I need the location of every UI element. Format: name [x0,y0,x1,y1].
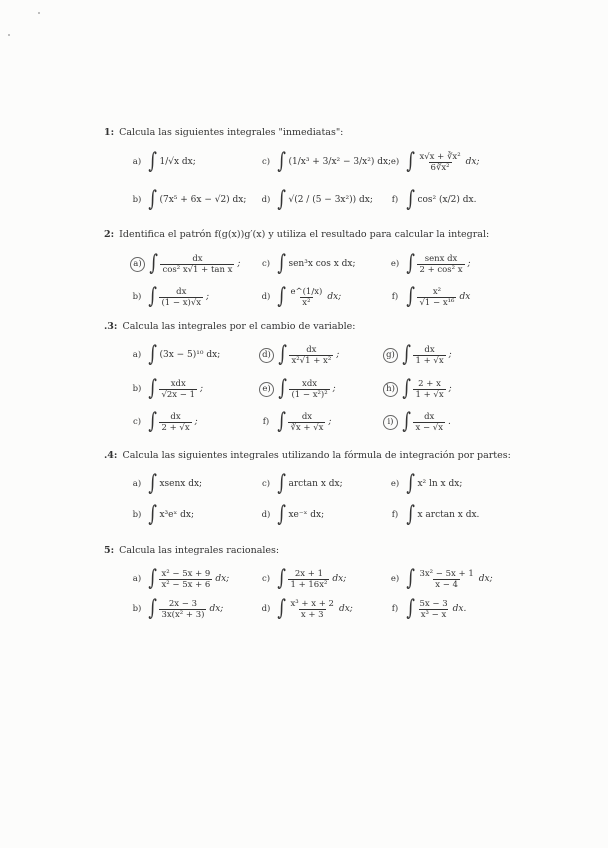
differential: dx; [465,157,480,167]
section-heading [104,545,279,556]
fraction [159,599,206,620]
differential: dx; [327,292,342,302]
fraction [417,254,464,275]
numerator: x² − 5x + 9 [161,568,211,579]
exercise-item [383,411,451,433]
exercise-item [388,504,479,526]
fraction [417,599,449,620]
section-heading [104,229,489,240]
numerator: dx [424,344,435,355]
exercise-item [130,189,246,211]
integral-sign: ∫ [406,471,416,496]
fraction [417,152,462,173]
fraction [413,412,445,433]
item-label: d) [261,195,271,205]
numerator: dx [306,344,317,355]
exercise-item [130,568,229,590]
numerator: x³ + x + 2 [290,598,334,609]
section-heading [104,321,355,332]
denominator: 6∛x² [430,162,450,173]
exercise-item [130,253,240,275]
fraction [413,379,445,400]
item-label: d) [261,604,271,614]
item-label: e) [390,157,400,167]
integrand: √(2 / (5 − 3x²)) dx; [288,195,373,205]
integral-sign: ∫ [277,596,287,621]
item-label: a) [132,350,142,360]
integrand: 1/√x dx; [159,157,196,167]
integral-sign: ∫ [277,187,287,212]
section-title: Calcula las integrales por el cambio de variable: [122,321,356,332]
differential: ; [206,292,210,302]
numerator: dx [170,411,181,422]
differential: ; [467,259,471,269]
denominator: (1 − x)√x [161,297,202,308]
denominator: x + 3 [300,609,324,620]
integrand: (7x⁵ + 6x − √2) dx; [159,195,247,205]
exercise-item [259,598,353,620]
section-title: Calcula las integrales racionales: [119,545,280,556]
integral-sign: ∫ [148,284,158,309]
denominator: 2 + cos² x [419,264,463,275]
exercise-item [259,344,339,366]
item-label: a) [132,479,142,489]
fraction [288,287,324,308]
exercise-item [130,411,198,433]
item-label: b) [132,195,142,205]
exercise-item [259,411,331,433]
denominator: 1 + √x [415,389,444,400]
numerator: dx [301,411,313,422]
integral-sign: ∫ [402,342,412,367]
numerator: dx [424,411,435,422]
integral-sign: ∫ [402,409,412,434]
integral-sign: ∫ [406,566,416,591]
item-label: c) [261,157,271,167]
denominator: x²√1 + x² [291,355,332,366]
numerator: 5x − 3 [419,598,448,609]
integral-sign: ∫ [406,187,416,212]
exercise-item [388,189,476,211]
section-number: .4: [104,450,118,461]
differential: ; [448,350,452,360]
item-label: c) [261,479,271,489]
integral-sign: ∫ [402,376,412,401]
section-number: .3: [104,321,118,332]
denominator: (1 − x²)² [291,389,328,400]
fraction [288,569,329,590]
differential: ; [194,417,198,427]
item-label: f) [391,195,399,205]
denominator: 3x(x² + 3) [161,609,205,620]
numerator: x² [432,286,442,297]
differential: dx; [209,604,224,614]
item-label: f) [391,292,399,302]
exercise-item [130,473,202,495]
integral-sign: ∫ [406,149,416,174]
item-label: c) [261,259,271,269]
exercise-item [383,378,452,400]
integral-sign: ∫ [148,566,158,591]
item-label: a) [132,157,142,167]
integral-sign: ∫ [148,596,158,621]
exercise-item [259,286,341,308]
integral-sign: ∫ [278,376,288,401]
numerator: x√x + ∛x² [419,151,461,162]
integrand: (3x − 5)¹⁰ dx; [159,350,221,360]
exercise-item [388,598,466,620]
numerator: e^(1/x) [290,286,323,297]
exercise-item [130,598,223,620]
denominator: x³ − x [420,609,447,620]
section-title: Calcula las siguientes integrales utilizando la fórmula de integración por partes: [122,450,511,461]
exercise-item [130,378,203,400]
denominator: ∛x + √x [290,422,324,433]
circled-label: e) [259,382,274,397]
exercise-item [259,253,356,275]
item-label: e) [390,259,400,269]
numerator: dx [176,286,187,297]
denominator: √1 − x¹⁶ [419,297,455,308]
item-label: c) [261,574,271,584]
numerator: dx [192,253,203,264]
integrand: cos² (x/2) dx. [417,195,477,205]
fraction [159,569,212,590]
differential: dx; [332,574,347,584]
denominator: cos² x√1 + tan x [162,264,233,275]
exercise-item [259,568,346,590]
section-heading [104,450,511,461]
differential: ; [237,259,241,269]
denominator: x − √x [415,422,443,433]
integral-sign: ∫ [277,409,287,434]
numerator: senx dx [424,253,458,264]
section-number: 1: [104,127,115,138]
integrand: x² ln x dx; [417,479,463,489]
item-label: d) [261,510,271,520]
integral-sign: ∫ [278,342,288,367]
exercise-item [130,344,220,366]
fraction [288,599,335,620]
numerator: xdx [302,378,318,389]
integral-sign: ∫ [406,502,416,527]
fraction [160,254,234,275]
integral-sign: ∫ [277,251,287,276]
exercise-item [259,189,373,211]
exercise-item [388,473,462,495]
numerator: 3x² − 5x + 1 [419,568,474,579]
exercise-item [259,473,343,495]
integral-sign: ∫ [148,502,158,527]
integrand: (1/x³ + 3/x² − 3/x²) dx; [288,157,392,167]
item-label: b) [132,292,142,302]
circled-label: a) [130,257,145,272]
differential: dx. [452,604,467,614]
integral-sign: ∫ [148,342,158,367]
denominator: 2 + √x [161,422,190,433]
fraction [159,379,197,400]
integral-sign: ∫ [277,284,287,309]
item-label: b) [132,604,142,614]
integral-sign: ∫ [148,409,158,434]
integrand: xsenx dx; [159,479,203,489]
integral-sign: ∫ [149,251,159,276]
circled-label: i) [383,415,398,430]
denominator: √2x − 1 [161,389,196,400]
denominator: x² − 5x + 6 [161,579,211,590]
item-label: e) [390,574,400,584]
exercise-item [388,568,493,590]
denominator: 1 + √x [415,355,444,366]
exercise-item [388,286,470,308]
section-number: 5: [104,545,115,556]
integrand: arctan x dx; [288,479,343,489]
item-label: a) [132,574,142,584]
differential: ; [200,384,204,394]
integral-sign: ∫ [406,284,416,309]
integral-sign: ∫ [406,596,416,621]
integral-sign: ∫ [277,502,287,527]
integrand: x arctan x dx. [417,510,480,520]
differential: ; [332,384,336,394]
section-title: Identifica el patrón f(g(x))g′(x) y utiliza el resultado para calcular la integral: [119,229,490,240]
fraction [289,345,333,366]
numerator: xdx [170,378,186,389]
item-label: e) [390,479,400,489]
fraction [159,287,203,308]
integral-sign: ∫ [148,471,158,496]
scan-speck [8,34,10,36]
differential: ; [448,384,452,394]
circled-label: d) [259,348,274,363]
exercise-item [130,504,194,526]
numerator: 2x − 3 [168,598,198,609]
differential: dx; [338,604,353,614]
integral-sign: ∫ [148,149,158,174]
fraction [289,379,329,400]
integrand: xe⁻ˣ dx; [288,510,325,520]
denominator: x² [302,297,311,308]
exercise-item [388,253,471,275]
item-label: b) [132,384,142,394]
section-heading [104,127,343,138]
item-label: d) [261,292,271,302]
denominator: 1 + 16x² [290,579,328,590]
section-number: 2: [104,229,115,240]
differential: . [448,417,451,427]
integral-sign: ∫ [148,187,158,212]
fraction [417,287,456,308]
denominator: x − 4 [435,579,458,590]
integrand: sen³x cos x dx; [288,259,356,269]
item-label: b) [132,510,142,520]
differential: dx; [478,574,493,584]
exercise-item [383,344,452,366]
exercise-item [388,151,480,173]
differential: dx; [215,574,230,584]
numerator: 2 + x [418,378,441,389]
differential: ; [336,350,340,360]
circled-label: g) [383,348,398,363]
integrand: x³eˣ dx; [159,510,195,520]
integral-sign: ∫ [277,149,287,174]
fraction [288,412,325,433]
scan-speck [38,12,40,14]
integral-sign: ∫ [277,566,287,591]
integral-sign: ∫ [406,251,416,276]
numerator: 2x + 1 [294,568,324,579]
exercise-item [130,286,209,308]
integral-sign: ∫ [148,376,158,401]
exercise-item [259,151,391,173]
item-label: f) [391,604,399,614]
exercise-item [259,378,336,400]
fraction [417,569,475,590]
fraction [413,345,445,366]
differential: dx [459,292,471,302]
item-label: c) [132,417,142,427]
fraction [159,412,191,433]
differential: ; [328,417,332,427]
integral-sign: ∫ [277,471,287,496]
item-label: f) [391,510,399,520]
circled-label: h) [383,382,398,397]
item-label: f) [262,417,270,427]
section-title: Calcula las siguientes integrales "inmediatas": [119,127,344,138]
exercise-item [130,151,196,173]
exercise-item [259,504,324,526]
